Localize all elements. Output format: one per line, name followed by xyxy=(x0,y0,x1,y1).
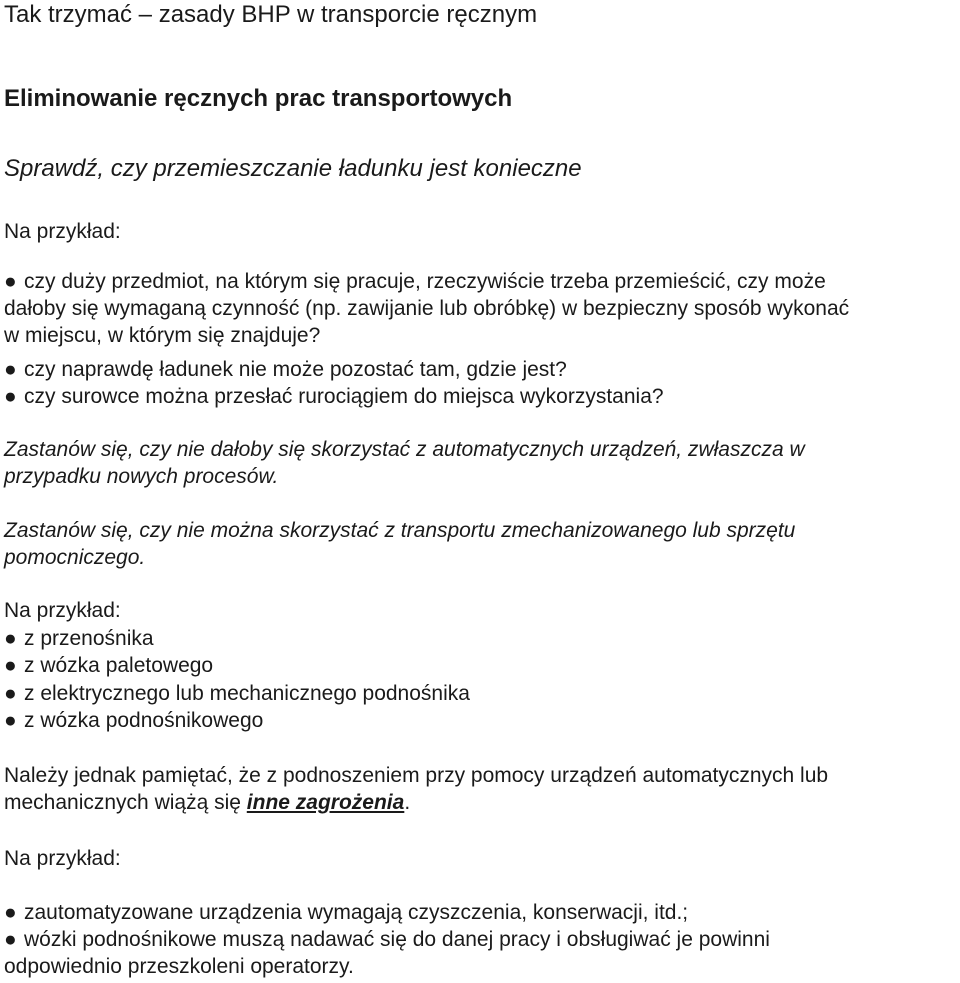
note-paragraph: Zastanów się, czy nie można skorzystać z transportu zmechanizowanego lub sprzętu xyxy=(4,519,796,542)
list-item-text: wózki podnośnikowe muszą nadawać się do danej pracy i obsługiwać je powinni xyxy=(24,928,770,951)
example-label: Na przykład: xyxy=(4,847,121,870)
list-item-text: czy duży przedmiot, na którym się pracuje, rzeczywiście trzeba przemieścić, czy może xyxy=(24,270,826,293)
list-item-text: z przenośnika xyxy=(24,627,154,650)
bullet-icon: ● xyxy=(4,928,17,951)
warning-text: . xyxy=(404,791,411,814)
document-title: Tak trzymać – zasady BHP w transporcie ręcznym xyxy=(4,1,538,28)
warning-paragraph: Należy jednak pamiętać, że z podnoszeniem przy pomocy urządzeń automatycznych lub xyxy=(4,764,829,787)
list-item-text: z wózka paletowego xyxy=(24,654,214,677)
section-heading: Eliminowanie ręcznych prac transportowych xyxy=(4,85,513,112)
list-item xyxy=(4,680,470,707)
list-item-text: zautomatyzowane urządzenia wymagają czyszczenia, konserwacji, itd.; xyxy=(24,901,689,924)
bullet-icon: ● xyxy=(4,385,17,408)
note-paragraph: Zastanów się, czy nie dałoby się skorzystać z automatycznych urządzeń, zwłaszcza w xyxy=(4,438,805,461)
section-subheading: Sprawdź, czy przemieszczanie ładunku jest konieczne xyxy=(4,155,582,182)
list-item xyxy=(4,926,770,953)
list-item xyxy=(4,356,567,383)
list-item xyxy=(4,707,263,734)
list-item xyxy=(4,899,688,926)
list-item xyxy=(4,383,664,410)
example-label: Na przykład: xyxy=(4,220,121,243)
list-item-continuation: dałoby się wymaganą czynność (np. zawijanie lub obróbkę) w bezpieczny sposób wykonać xyxy=(4,297,850,320)
list-item-text: z wózka podnośnikowego xyxy=(24,709,264,732)
list-item-text: czy naprawdę ładunek nie może pozostać tam, gdzie jest? xyxy=(24,358,567,381)
bullet-icon: ● xyxy=(4,627,17,650)
list-item xyxy=(4,268,826,295)
bullet-icon: ● xyxy=(4,358,17,381)
bullet-icon: ● xyxy=(4,901,17,924)
bullet-icon: ● xyxy=(4,682,17,705)
list-item xyxy=(4,625,154,652)
note-paragraph: przypadku nowych procesów. xyxy=(4,465,279,488)
list-item-text: z elektrycznego lub mechanicznego podnośnika xyxy=(24,682,470,705)
list-item-continuation: odpowiednio przeszkoleni operatorzy. xyxy=(4,955,354,978)
bullet-icon: ● xyxy=(4,654,17,677)
example-label: Na przykład: xyxy=(4,599,121,622)
bullet-icon: ● xyxy=(4,270,17,293)
warning-text: mechanicznych wiążą się xyxy=(4,791,247,814)
emphasis-text: inne zagrożenia xyxy=(246,791,405,814)
bullet-icon: ● xyxy=(4,709,17,732)
list-item-continuation: w miejscu, w którym się znajduje? xyxy=(4,324,321,347)
list-item-text: czy surowce można przesłać rurociągiem do miejsca wykorzystania? xyxy=(24,385,664,408)
note-paragraph: pomocniczego. xyxy=(4,546,146,569)
list-item xyxy=(4,652,213,679)
warning-paragraph xyxy=(4,789,410,816)
